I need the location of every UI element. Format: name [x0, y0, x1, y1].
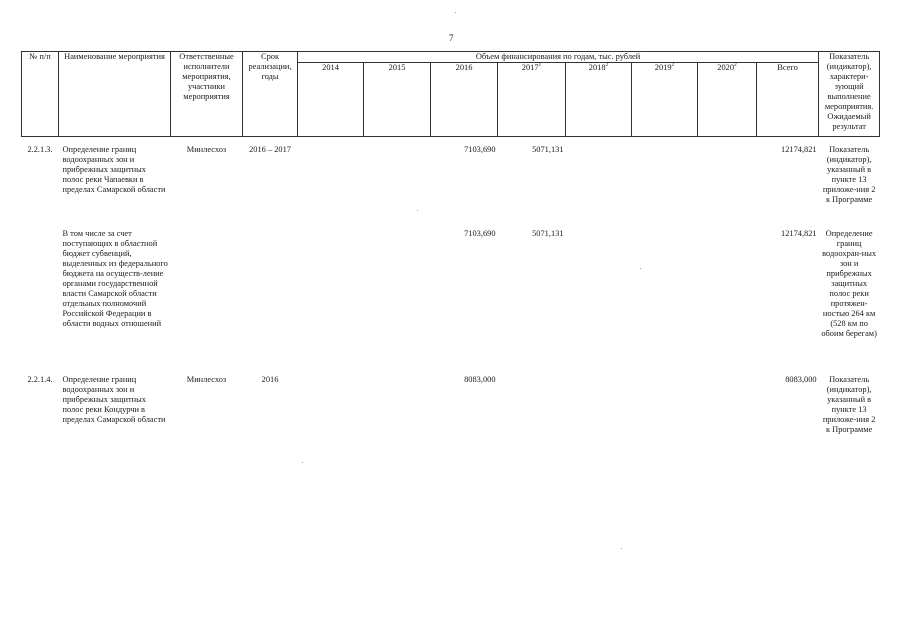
row-2015 — [364, 375, 431, 455]
row-responsible: Минлесхоз — [186, 145, 227, 154]
row-2017: 5071,131 — [532, 229, 564, 238]
header-year-2014: 2014 — [298, 63, 364, 137]
row-2019 — [632, 145, 698, 229]
row-term: 2016 – 2017 — [249, 145, 291, 154]
row-2016: 7103,690 — [464, 145, 496, 154]
row-total: 8083,000 — [785, 375, 817, 384]
header-funding: Объем финансирования по годам, тыс. рублей — [298, 52, 819, 63]
financing-table — [21, 51, 880, 455]
row-num: 2.2.1.4. — [27, 375, 53, 384]
row-term — [243, 229, 298, 375]
scan-speck — [302, 462, 303, 463]
header-year-2019: 2019$^2$ — [632, 63, 698, 137]
row-num — [22, 229, 59, 375]
row-2018 — [566, 375, 632, 455]
row-2019 — [632, 375, 698, 455]
row-2020 — [698, 375, 757, 455]
row-2014 — [298, 229, 364, 375]
row-result: Показатель (индикатор), указанный в пункте 13 приложе-ния 2 к Программе — [822, 375, 876, 434]
header-responsible: Ответственные исполнители мероприятия, участники мероприятия — [171, 52, 243, 137]
row-term: 2016 — [261, 375, 279, 384]
header-year-2016: 2016 — [431, 63, 498, 137]
row-name: Определение границ водоохранных зон и прибрежных защитных полос реки Кондурчи в пределах Самарской области — [62, 375, 166, 424]
table-row — [22, 375, 880, 455]
row-result: Показатель (индикатор), указанный в пункте 13 приложе-ния 2 к Программе — [822, 145, 876, 204]
row-2014 — [298, 145, 364, 229]
row-total: 12174,821 — [781, 229, 817, 238]
row-2015 — [364, 229, 431, 375]
row-responsible — [171, 229, 243, 375]
scan-speck — [455, 12, 456, 13]
row-2018 — [566, 145, 632, 229]
row-name: Определение границ водоохранных зон и прибрежных защитных полос реки Чапаевки в пределах Самарской области — [62, 145, 166, 194]
row-2016: 8083,000 — [464, 375, 496, 384]
row-2017 — [498, 375, 566, 455]
row-responsible: Минлесхоз — [186, 375, 227, 384]
row-2014 — [298, 375, 364, 455]
scan-speck — [621, 548, 622, 549]
row-result: Определение границ водоохран-ных зон и прибрежных защитных полос реки протяжен-ностью 264 км (528 км по обоим берегам) — [821, 229, 877, 338]
header-year-2018: 2018$^2$ — [566, 63, 632, 137]
header-year-2020: 2020$^2$ — [698, 63, 757, 137]
header-indicator: Показатель (индикатор), характери-зующий выполнение мероприятия. Ожидаемый результат — [819, 52, 880, 137]
row-total: 12174,821 — [781, 145, 817, 154]
table-row — [22, 229, 880, 375]
row-name: В том числе за счет поступающих в областной бюджет субвенций, выделенных из федерального бюджета на осуществ-ление органами государственной власти Самарской области отдельных полномочий Российской Федерации в области водных отношений — [62, 229, 168, 328]
header-num: № п/п — [22, 52, 59, 137]
header-name: Наименование мероприятия — [59, 52, 171, 137]
header-year-2017: 2017$^1$ — [498, 63, 566, 137]
scan-speck — [417, 210, 418, 211]
header-year-2015: 2015 — [364, 63, 431, 137]
row-2016: 7103,690 — [464, 229, 496, 238]
row-num: 2.2.1.3. — [27, 145, 53, 154]
table-row — [22, 145, 880, 229]
row-2018 — [566, 229, 632, 375]
page-number: 7 — [449, 33, 454, 43]
row-2019 — [632, 229, 698, 375]
row-2015 — [364, 145, 431, 229]
row-2020 — [698, 229, 757, 375]
scan-speck — [640, 268, 641, 269]
header-term: Срок реализации, годы — [243, 52, 298, 137]
header-total: Всего — [757, 63, 819, 137]
row-2017: 5071,131 — [532, 145, 564, 154]
row-2020 — [698, 145, 757, 229]
